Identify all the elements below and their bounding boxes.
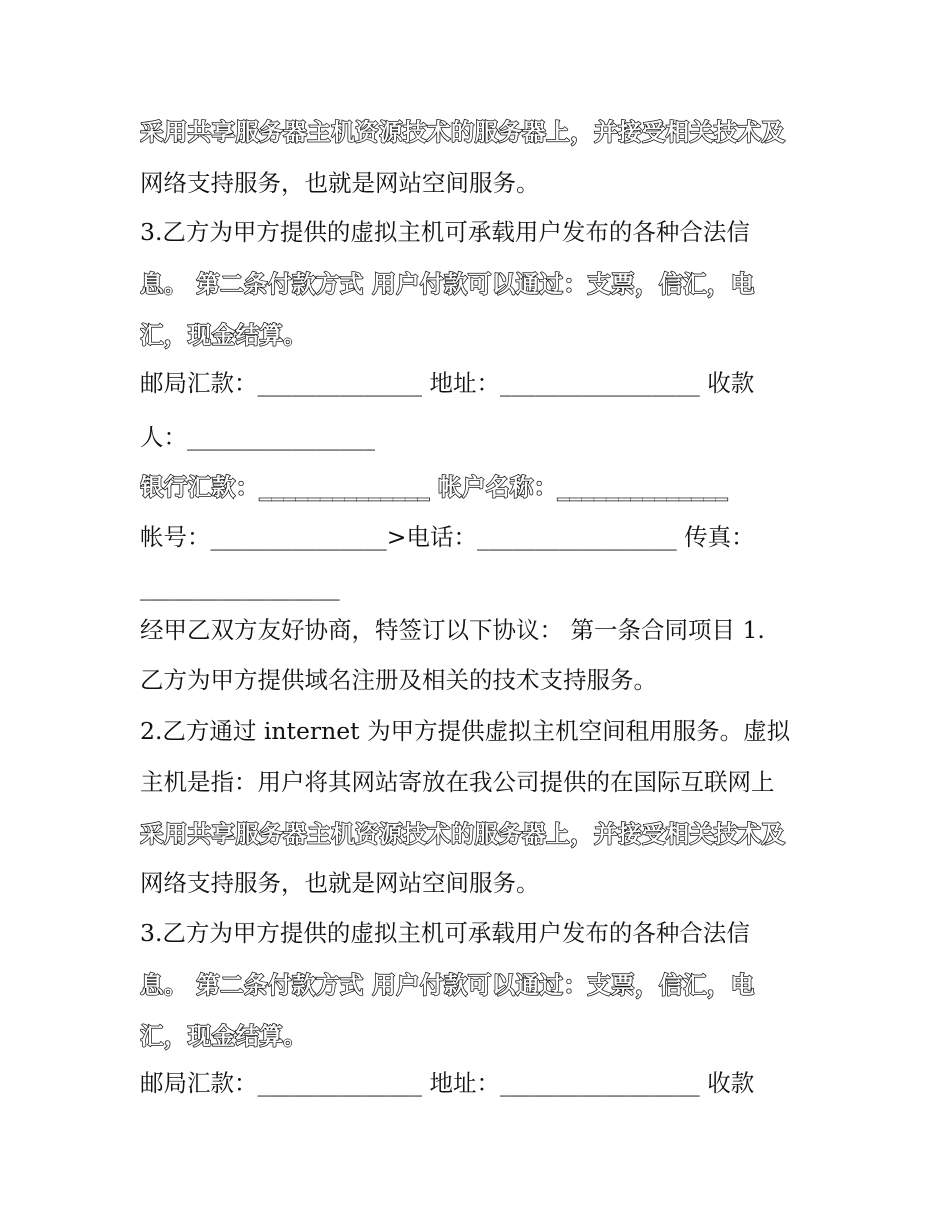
text-line: 邮局汇款：______________ 地址：_________________ 收款 bbox=[140, 369, 755, 397]
text-line: 采用共享服务器主机资源技术的服务器上，并接受相关技术及 bbox=[140, 820, 786, 848]
text-line: 2.乙方通过 internet 为甲方提供虚拟主机空间租用服务。虚拟 bbox=[140, 717, 791, 745]
text-line: 邮局汇款：______________ 地址：_________________ 收款 bbox=[140, 1069, 755, 1097]
text-line: 乙方为甲方提供域名注册及相关的技术支持服务。 bbox=[140, 666, 657, 694]
text-line: 主机是指：用户将其网站寄放在我公司提供的在国际互联网上 bbox=[140, 768, 775, 796]
text-line: 息。 第二条付款方式 用户付款可以通过：支票，信汇，电 bbox=[140, 971, 755, 999]
text-line: 汇，现金结算。 bbox=[140, 1022, 308, 1050]
text-line: 3.乙方为甲方提供的虚拟主机可承载用户发布的各种合法信 bbox=[140, 218, 750, 246]
text-line: _________________ bbox=[140, 573, 340, 601]
text-line: 帐号：_______________>电话：_________________ 传真： bbox=[140, 523, 755, 551]
text-line: 网络支持服务，也就是网站空间服务。 bbox=[140, 869, 540, 897]
text-line: 采用共享服务器主机资源技术的服务器上，并接受相关技术及 bbox=[140, 118, 786, 146]
text-line: 3.乙方为甲方提供的虚拟主机可承载用户发布的各种合法信 bbox=[140, 919, 750, 947]
text-line: 息。 第二条付款方式 用户付款可以通过：支票，信汇，电 bbox=[140, 270, 755, 298]
text-line: 银行汇款：______________ 帐户名称：______________ bbox=[140, 473, 728, 501]
text-line: 网络支持服务，也就是网站空间服务。 bbox=[140, 169, 540, 197]
text-line: 汇，现金结算。 bbox=[140, 321, 308, 349]
text-line: 人：________________ bbox=[140, 423, 375, 451]
text-line: 经甲乙双方友好协商，特签订以下协议： 第一条合同项目 1. bbox=[140, 616, 765, 644]
